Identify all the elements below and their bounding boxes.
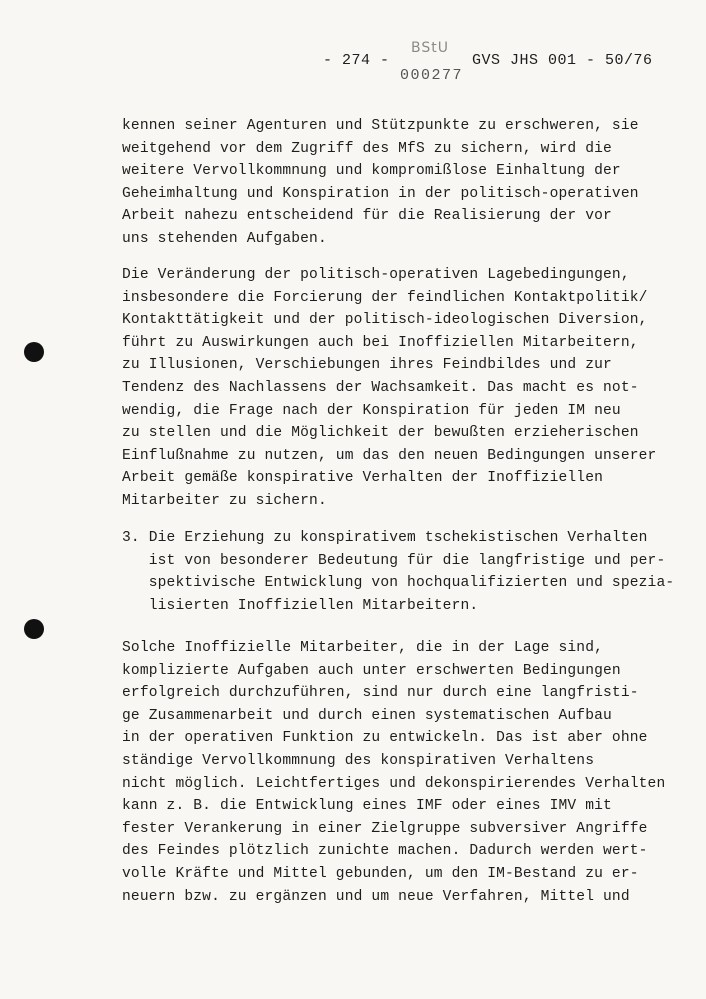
text-line: zu stellen und die Möglichkeit der bewußten erzieherischen	[122, 425, 639, 442]
page-number: - 274 -	[323, 52, 390, 69]
text-line: Einflußnahme zu nutzen, um das den neuen Bedingungen unserer	[122, 447, 657, 464]
paragraph-1	[122, 115, 682, 251]
text-line: ge Zusammenarbeit und durch einen systematischen Aufbau	[122, 707, 612, 724]
text-line: führt zu Auswirkungen auch bei Inoffiziellen Mitarbeitern,	[122, 334, 639, 351]
text-line: Tendenz des Nachlassens der Wachsamkeit. Das macht es not-	[122, 379, 639, 396]
archive-stamp: BStU	[411, 40, 449, 56]
text-line: uns stehenden Aufgaben.	[122, 230, 327, 247]
text-line: fester Verankerung in einer Zielgruppe subversiver Angriffe	[122, 820, 648, 837]
text-line: komplizierte Aufgaben auch unter erschwerten Bedingungen	[122, 662, 621, 679]
text-line: kann z. B. die Entwicklung eines IMF oder eines IMV mit	[122, 798, 612, 815]
text-line: in der operativen Funktion zu entwickeln. Das ist aber ohne	[122, 730, 648, 747]
document-reference: GVS JHS 001 - 50/76	[472, 52, 653, 69]
paragraph-2	[122, 264, 682, 513]
text-line: kennen seiner Agenturen und Stützpunkte zu erschweren, sie	[122, 118, 639, 134]
text-line: Die Veränderung der politisch-operativen Lagebedingungen,	[122, 267, 630, 283]
text-line: zu Illusionen, Verschiebungen ihres Feindbildes und zur	[122, 357, 612, 374]
text-line: Geheimhaltung und Konspiration in der politisch-operativen	[122, 185, 639, 202]
archive-stamp-number: 000277	[400, 67, 464, 84]
text-line: Mitarbeiter zu sichern.	[122, 492, 327, 509]
text-line: insbesondere die Forcierung der feindlichen Kontaktpolitik/	[122, 289, 648, 306]
text-line: volle Kräfte und Mittel gebunden, um den IM-Bestand zu er-	[122, 865, 639, 882]
text-line: neuern bzw. zu ergänzen und um neue Verfahren, Mittel und	[122, 888, 630, 905]
text-line: weitere Vervollkommnung und kompromißlose Einhaltung der	[122, 163, 621, 180]
punch-hole	[24, 342, 44, 362]
text-line: ständige Vervollkommnung des konspirativen Verhaltens	[122, 752, 595, 769]
text-line: erfolgreich durchzuführen, sind nur durch eine langfristi-	[122, 685, 639, 702]
text-line: spektivische Entwicklung von hochqualifizierten und spezia-	[122, 575, 675, 592]
text-line: lisierten Inoffiziellen Mitarbeitern.	[122, 597, 479, 614]
text-line: Kontakttätigkeit und der politisch-ideologischen Diversion,	[122, 312, 648, 329]
text-line: Arbeit gemäße konspirative Verhalten der Inoffiziellen	[122, 470, 604, 487]
text-line: 3. Die Erziehung zu konspirativem tschekistischen Verhalten	[122, 530, 648, 546]
text-line: ist von besonderer Bedeutung für die langfristige und per-	[122, 552, 666, 569]
text-line: weitgehend vor dem Zugriff des MfS zu sichern, wird die	[122, 140, 612, 157]
text-line: des Feindes plötzlich zunichte machen. Dadurch werden wert-	[122, 843, 648, 860]
text-line: nicht möglich. Leichtfertiges und dekonspirierendes Verhalten	[122, 775, 666, 792]
text-line: Arbeit nahezu entscheidend für die Realisierung der vor	[122, 208, 612, 225]
text-line: wendig, die Frage nach der Konspiration für jeden IM neu	[122, 402, 621, 419]
punch-hole	[24, 619, 44, 639]
paragraph-4	[122, 637, 682, 908]
paragraph-3-numbered	[122, 527, 682, 617]
text-line: Solche Inoffizielle Mitarbeiter, die in der Lage sind,	[122, 640, 604, 656]
